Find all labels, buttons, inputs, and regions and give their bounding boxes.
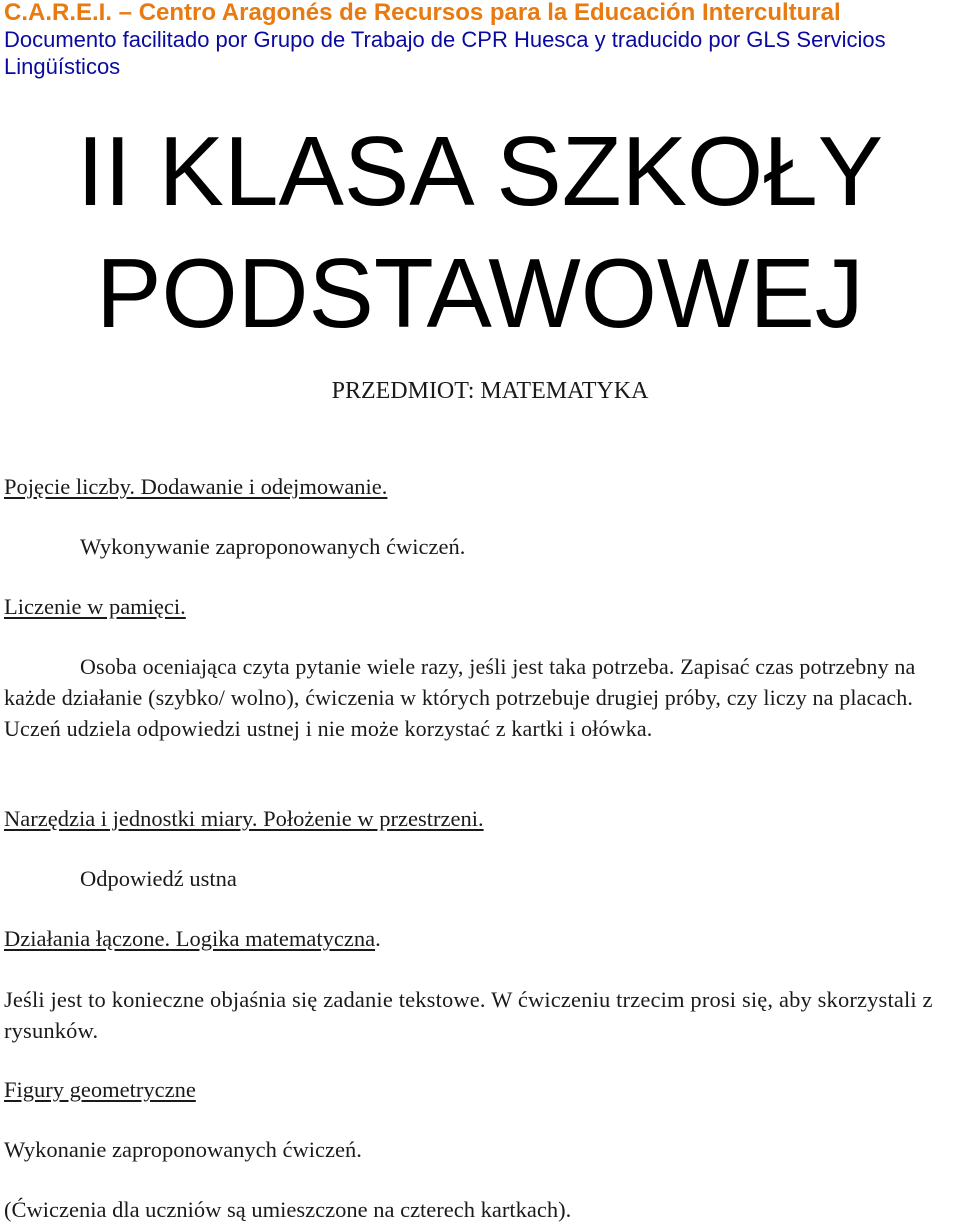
section-heading-logic-wrap [4, 926, 381, 952]
document-header [4, 0, 954, 80]
section-heading-logic: Działania łączone. Logika matematyczna [4, 926, 376, 951]
document-title-line1: II KLASA SZKOŁY [76, 116, 884, 226]
header-subtitle: Documento facilitado por Grupo de Trabajo de CPR Huesca y traducido por GLS Servicios Lingüísticos [4, 27, 886, 79]
section-text-number-concept: Wykonywanie zaproponowanych ćwiczeń. [80, 534, 466, 559]
document-note: (Ćwiczenia dla uczniów są umieszczone na czterech kartkach). [4, 1197, 572, 1222]
section-heading-mental-math: Liczenie w pamięci. [4, 594, 186, 619]
section-text-geometry: Wykonanie zaproponowanych ćwiczeń. [4, 1137, 362, 1162]
section-heading-measures: Narzędzia i jednostki miary. Położenie w przestrzeni. [4, 806, 484, 831]
section-text-mental-math: Osoba oceniająca czyta pytanie wiele razy, jeśli jest taka potrzeba. Zapisać czas potrzebny na każde działanie (szybko/ wolno), ćwiczenia w których potrzebuje drugiej próby, czy liczy na placach. Uczeń udziela odpowiedzi ustnej i nie może korzystać z kartki i ołówka. [4, 654, 916, 741]
header-title: C.A.R.E.I. – Centro Aragonés de Recursos para la Educación Intercultural [4, 0, 841, 26]
document-title-line2: PODSTAWOWEJ [96, 238, 864, 348]
section-heading-logic-period: . [375, 926, 381, 951]
subject-label: PRZEDMIOT: MATEMATYKA [331, 378, 649, 404]
section-text-logic: Jeśli jest to konieczne objaśnia się zadanie tekstowe. W ćwiczeniu trzecim prosi się, aby skorzystali z rysunków. [4, 987, 933, 1043]
section-text-measures: Odpowiedź ustna [80, 866, 237, 891]
section-heading-geometry: Figury geometryczne [4, 1077, 196, 1102]
section-heading-number-concept: Pojęcie liczby. Dodawanie i odejmowanie. [4, 474, 388, 499]
